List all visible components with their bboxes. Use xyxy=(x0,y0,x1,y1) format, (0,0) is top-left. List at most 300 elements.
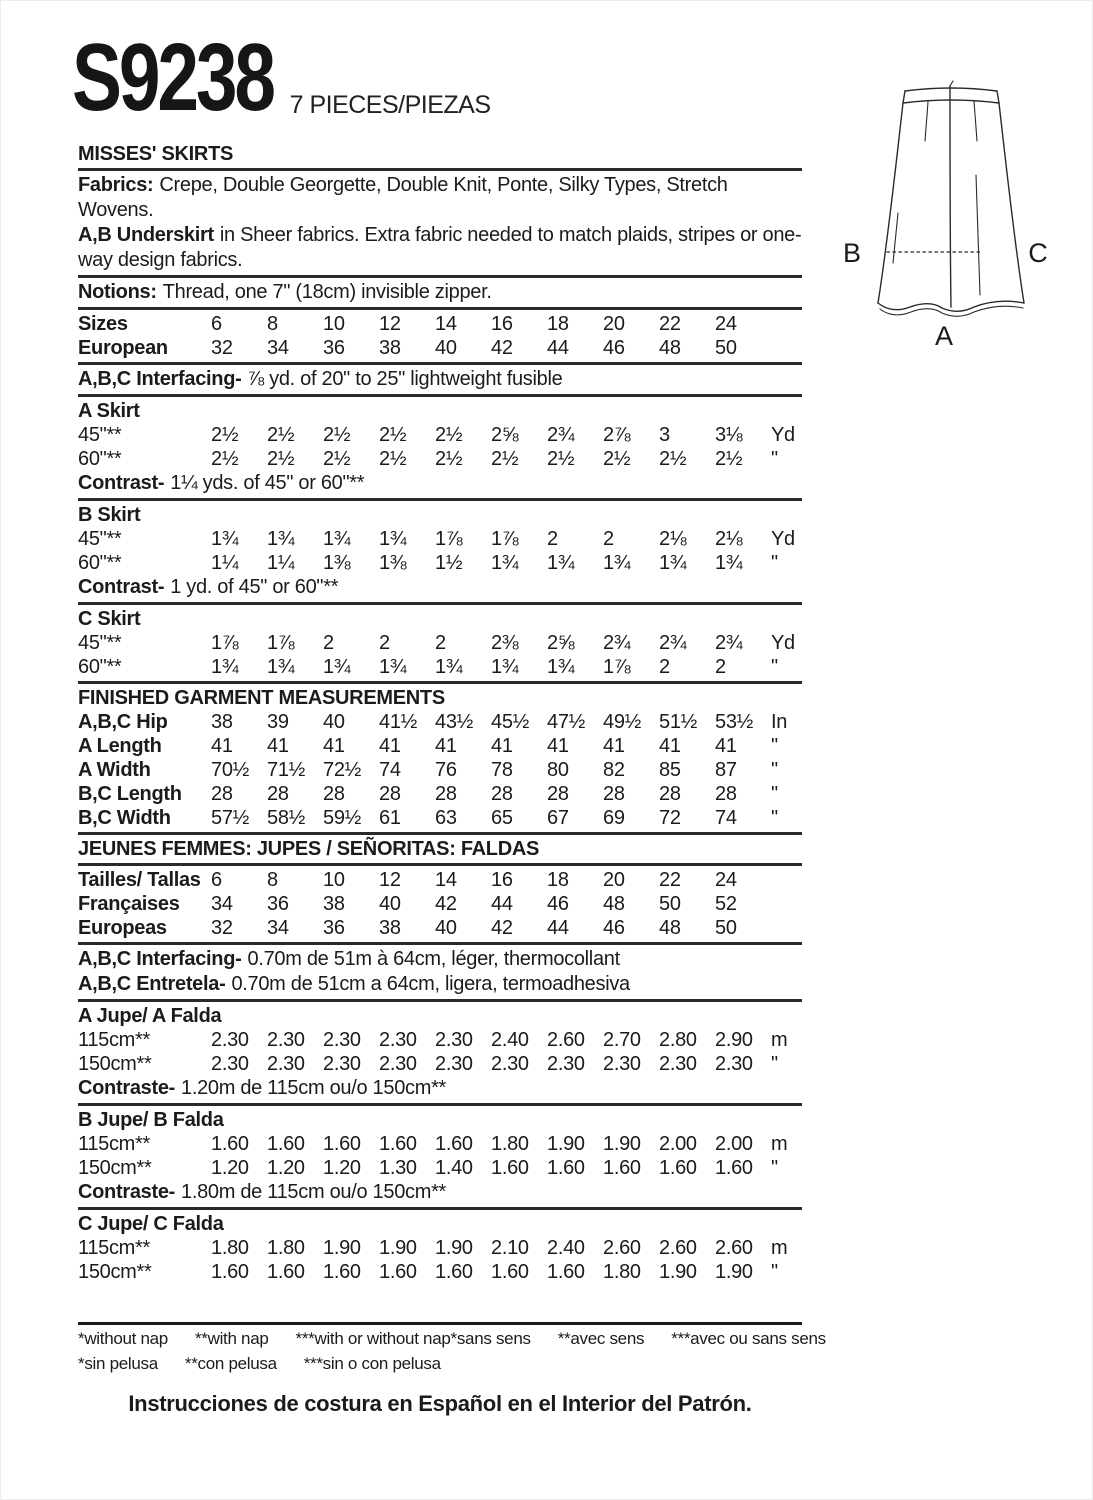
table-cell: 2.30 xyxy=(435,1053,473,1075)
table-cell: 14 xyxy=(435,869,457,891)
table-cell: 2.30 xyxy=(267,1053,305,1075)
entretela-text: 0.70m de 51cm a 64cm, ligera, termoadhesiva xyxy=(231,973,630,995)
table-cell: 41 xyxy=(715,735,737,757)
table-cell: 48 xyxy=(603,893,625,915)
table-cell: 34 xyxy=(267,917,289,939)
table-cell: 2.30 xyxy=(211,1029,249,1051)
row-label: 115cm** xyxy=(78,1029,151,1051)
table-cell: 6 xyxy=(211,869,222,891)
table-cell: 1.80 xyxy=(211,1237,249,1259)
unit-cell xyxy=(771,868,800,892)
table-cell: 78 xyxy=(491,759,513,781)
table-cell: 1⅜ xyxy=(323,552,351,574)
table-cell: 1.90 xyxy=(547,1133,585,1155)
table-cell: 42 xyxy=(491,917,513,939)
table-cell: 2½ xyxy=(603,448,631,470)
table-cell: 2.40 xyxy=(491,1029,529,1051)
table-cell: 1.20 xyxy=(323,1157,361,1179)
spacer xyxy=(78,1284,802,1320)
european-sizes-row xyxy=(78,336,802,360)
table-cell: 18 xyxy=(547,313,569,335)
left-side-seam xyxy=(878,103,903,303)
contrast-label: Contrast- xyxy=(78,472,165,494)
unit-cell xyxy=(771,916,800,940)
divider xyxy=(78,681,802,684)
table-cell: 10 xyxy=(323,313,345,335)
table-cell: 1¾ xyxy=(267,528,295,550)
table-cell: 1.80 xyxy=(267,1237,305,1259)
table-cell: 2½ xyxy=(267,424,295,446)
table-cell: 76 xyxy=(435,759,457,781)
table-cell: 1.60 xyxy=(547,1261,585,1283)
fabrics-line xyxy=(78,173,802,223)
table-cell: 2⅝ xyxy=(547,632,575,654)
row-label: A Width xyxy=(78,759,151,781)
table-cell: 2½ xyxy=(211,448,239,470)
table-cell: 1¾ xyxy=(659,552,687,574)
table-cell: 1.80 xyxy=(491,1133,529,1155)
table-cell: 2.30 xyxy=(659,1053,697,1075)
table-cell: 44 xyxy=(547,337,569,359)
table-cell: 2.30 xyxy=(435,1029,473,1051)
table-cell: 16 xyxy=(491,313,513,335)
table-cell: 46 xyxy=(603,917,625,939)
table-cell: 2.60 xyxy=(603,1237,641,1259)
table-cell: 28 xyxy=(211,783,233,805)
table-cell: 74 xyxy=(379,759,401,781)
table-cell: 85 xyxy=(659,759,681,781)
table-cell: 2 xyxy=(435,632,446,654)
table-cell: 41 xyxy=(267,735,289,757)
divider xyxy=(78,602,802,605)
table-cell: 1.60 xyxy=(379,1261,417,1283)
table-cell: 1¼ xyxy=(211,552,239,574)
table-cell: 42 xyxy=(435,893,457,915)
table-cell: 47½ xyxy=(547,711,586,733)
table-cell: 2½ xyxy=(211,424,239,446)
table-cell: 41 xyxy=(211,735,233,757)
a-contraste-line xyxy=(78,1076,802,1101)
table-cell: 1¾ xyxy=(491,552,519,574)
table-cell: 28 xyxy=(379,783,401,805)
table-cell: 50 xyxy=(715,337,737,359)
c-jupe-title: C Jupe/ C Falda xyxy=(78,1213,224,1235)
table-cell: 20 xyxy=(603,313,625,335)
a-contrast-line xyxy=(78,471,802,496)
table-cell: 1¾ xyxy=(435,656,463,678)
divider xyxy=(78,863,802,866)
table-cell: 61 xyxy=(379,807,401,829)
unit-cell: m xyxy=(771,1133,788,1155)
table-cell: 1¾ xyxy=(547,552,575,574)
table-cell: 2½ xyxy=(659,448,687,470)
table-cell: 32 xyxy=(211,917,233,939)
table-cell: 16 xyxy=(491,869,513,891)
table-cell: 2.40 xyxy=(547,1237,585,1259)
unit-cell: " xyxy=(771,1261,778,1283)
table-cell: 1⅞ xyxy=(435,528,463,550)
table-cell: 50 xyxy=(659,893,681,915)
b-contraste-line xyxy=(78,1180,802,1205)
row-label: Sizes xyxy=(78,313,128,335)
view-b-label: B xyxy=(842,238,862,268)
table-cell: 2.00 xyxy=(659,1133,697,1155)
table-cell: 2.30 xyxy=(715,1053,753,1075)
table-cell: 1¾ xyxy=(603,552,631,574)
table-cell: 48 xyxy=(659,337,681,359)
unit-cell: Yd xyxy=(771,424,795,446)
fabrics-text: Crepe, Double Georgette, Double Knit, Ponte, Silky Types, Stretch Wovens. xyxy=(78,174,728,221)
sizes-row xyxy=(78,312,802,336)
table-cell: 45½ xyxy=(491,711,530,733)
contrast-label: Contrast- xyxy=(78,576,165,598)
table-cell: 1⅞ xyxy=(211,632,239,654)
interfacing-label: A,B,C Interfacing- xyxy=(78,368,242,390)
row-label: 150cm** xyxy=(78,1053,152,1075)
yardage-row xyxy=(78,631,802,655)
table-cell: 1.20 xyxy=(211,1157,249,1179)
a-jupe-title: A Jupe/ A Falda xyxy=(78,1005,222,1027)
notions-label: Notions: xyxy=(78,281,157,303)
row-label: 115cm** xyxy=(78,1237,151,1259)
table-cell: 1.60 xyxy=(435,1133,473,1155)
b-contrast-line xyxy=(78,575,802,600)
table-cell: 2¾ xyxy=(715,632,743,654)
table-cell: 46 xyxy=(603,337,625,359)
divider xyxy=(78,1207,802,1210)
table-cell: 70½ xyxy=(211,759,250,781)
table-cell: 1.40 xyxy=(435,1157,473,1179)
footnote-divider xyxy=(78,1322,802,1325)
row-label: Tailles/ Tallas xyxy=(78,869,201,891)
footnote: ***sin o con pelusa xyxy=(303,1354,441,1373)
yardage-chart xyxy=(78,142,826,1417)
table-cell: 22 xyxy=(659,313,681,335)
metric-yardage-row xyxy=(78,1028,802,1052)
footnote-line-2 xyxy=(78,1352,802,1375)
table-cell: 52 xyxy=(715,893,737,915)
table-cell: 24 xyxy=(715,313,737,335)
divider xyxy=(78,999,802,1002)
contraste-text: 1.20m de 115cm ou/o 150cm** xyxy=(181,1077,447,1099)
pieces-count: 7 PIECES/PIEZAS xyxy=(289,91,491,119)
table-cell: 1¾ xyxy=(267,656,295,678)
metric-yardage-row xyxy=(78,1236,802,1260)
table-cell: 1.90 xyxy=(379,1237,417,1259)
table-cell: 44 xyxy=(491,893,513,915)
table-cell: 8 xyxy=(267,313,278,335)
table-cell: 28 xyxy=(267,783,289,805)
table-cell: 12 xyxy=(379,313,401,335)
divider xyxy=(78,1103,802,1106)
table-cell: 40 xyxy=(323,711,345,733)
table-cell: 50 xyxy=(715,917,737,939)
table-cell: 1¾ xyxy=(323,528,351,550)
footnote: *sans sens xyxy=(450,1329,531,1348)
entretela-line xyxy=(78,972,802,997)
table-cell: 1.60 xyxy=(435,1261,473,1283)
table-cell: 2.80 xyxy=(659,1029,697,1051)
footnotes-french xyxy=(451,1327,826,1350)
notions-line xyxy=(78,280,802,305)
row-label: Europeas xyxy=(78,917,167,939)
table-cell: 2.30 xyxy=(547,1053,585,1075)
unit-cell: " xyxy=(771,1053,778,1075)
measurement-row xyxy=(78,758,802,782)
table-cell: 1⅜ xyxy=(379,552,407,574)
row-label: 60"** xyxy=(78,656,122,678)
underskirt-label: A,B Underskirt xyxy=(78,224,214,246)
table-cell: 1¾ xyxy=(211,528,239,550)
sizes-row-intl xyxy=(78,868,802,892)
view-a-label: A xyxy=(934,321,954,351)
table-cell: 1¾ xyxy=(491,656,519,678)
table-cell: 41 xyxy=(491,735,513,757)
table-cell: 1.60 xyxy=(491,1261,529,1283)
table-cell: 41 xyxy=(603,735,625,757)
table-cell: 2.30 xyxy=(491,1053,529,1075)
table-cell: 1.60 xyxy=(603,1157,641,1179)
left-dart xyxy=(925,102,928,141)
table-cell: 2½ xyxy=(379,448,407,470)
table-cell: 28 xyxy=(547,783,569,805)
table-cell: 2 xyxy=(547,528,558,550)
unit-cell: " xyxy=(771,448,778,470)
contraste-label: Contraste- xyxy=(78,1077,176,1099)
c-skirt-title: C Skirt xyxy=(78,608,141,630)
table-cell: 2½ xyxy=(435,448,463,470)
table-cell: 46 xyxy=(547,893,569,915)
unit-cell: " xyxy=(771,735,778,757)
metric-yardage-row xyxy=(78,1260,802,1284)
row-label: 150cm** xyxy=(78,1261,152,1283)
table-cell: 2 xyxy=(379,632,390,654)
table-cell: 6 xyxy=(211,313,222,335)
table-cell: 39 xyxy=(267,711,289,733)
table-cell: 1¾ xyxy=(323,656,351,678)
table-cell: 2½ xyxy=(323,424,351,446)
table-cell: 1.60 xyxy=(323,1261,361,1283)
table-cell: 51½ xyxy=(659,711,698,733)
row-label: 45"** xyxy=(78,632,122,654)
b-skirt-title: B Skirt xyxy=(78,504,141,526)
table-cell: 28 xyxy=(491,783,513,805)
table-cell: 2¾ xyxy=(603,632,631,654)
row-label: B,C Width xyxy=(78,807,171,829)
contraste-label: Contraste- xyxy=(78,1181,176,1203)
table-cell: 1⅞ xyxy=(267,632,295,654)
unit-cell: " xyxy=(771,807,778,829)
table-cell: 57½ xyxy=(211,807,250,829)
table-cell: 1.60 xyxy=(267,1133,305,1155)
table-cell: 1.90 xyxy=(603,1133,641,1155)
table-cell: 2⅞ xyxy=(603,424,631,446)
entretela-label: A,B,C Entretela- xyxy=(78,973,226,995)
unit-cell: m xyxy=(771,1029,788,1051)
row-label: A,B,C Hip xyxy=(78,711,168,733)
underskirt-text: in Sheer fabrics. Extra fabric needed to match plaids, stripes or one-way design fabrics. xyxy=(78,224,802,271)
table-cell: 38 xyxy=(379,917,401,939)
center-seam xyxy=(950,86,951,307)
table-cell: 14 xyxy=(435,313,457,335)
table-cell: 2¾ xyxy=(547,424,575,446)
table-cell: 1½ xyxy=(435,552,463,574)
table-cell: 20 xyxy=(603,869,625,891)
table-cell: 1¾ xyxy=(211,656,239,678)
table-cell: 28 xyxy=(603,783,625,805)
table-cell: 34 xyxy=(211,893,233,915)
table-cell: 1.20 xyxy=(267,1157,305,1179)
table-cell: 80 xyxy=(547,759,569,781)
interfacing-line xyxy=(78,367,802,392)
table-cell: 87 xyxy=(715,759,737,781)
contrast-text: 1¼ yds. of 45" or 60"** xyxy=(170,472,365,494)
table-cell: 2 xyxy=(323,632,334,654)
table-cell: 41½ xyxy=(379,711,418,733)
finished-measurements-title: FINISHED GARMENT MEASUREMENTS xyxy=(78,687,445,709)
table-cell: 2½ xyxy=(491,448,519,470)
table-cell: 67 xyxy=(547,807,569,829)
unit-cell: " xyxy=(771,1157,778,1179)
footnotes-spanish xyxy=(78,1352,441,1375)
table-cell: 2.60 xyxy=(715,1237,753,1259)
table-cell: 2⅝ xyxy=(491,424,519,446)
waistband-top xyxy=(905,88,997,91)
table-cell: 1¼ xyxy=(267,552,295,574)
unit-cell: " xyxy=(771,552,778,574)
divider xyxy=(78,498,802,501)
table-cell: 1¾ xyxy=(715,552,743,574)
french-sizes-row xyxy=(78,892,802,916)
right-panel-seam xyxy=(976,175,980,295)
table-cell: 72½ xyxy=(323,759,362,781)
table-cell: 2.30 xyxy=(323,1029,361,1051)
table-cell: 2.30 xyxy=(379,1029,417,1051)
table-cell: 36 xyxy=(267,893,289,915)
intl-section-title: JEUNES FEMMES: JUPES / SEÑORITAS: FALDAS xyxy=(78,838,540,860)
table-cell: 1.80 xyxy=(603,1261,641,1283)
divider xyxy=(78,362,802,365)
table-cell: 69 xyxy=(603,807,625,829)
left-panel-seam xyxy=(893,213,898,263)
table-cell: 2⅛ xyxy=(715,528,743,550)
unit-cell: In xyxy=(771,711,788,733)
right-dart xyxy=(974,101,977,141)
table-cell: 18 xyxy=(547,869,569,891)
row-label: 45"** xyxy=(78,528,122,550)
yardage-row xyxy=(78,527,802,551)
table-cell: 1.60 xyxy=(211,1261,249,1283)
measurement-row xyxy=(78,710,802,734)
yardage-row xyxy=(78,423,802,447)
table-cell: 40 xyxy=(435,337,457,359)
table-cell: 1.60 xyxy=(211,1133,249,1155)
table-cell: 2 xyxy=(715,656,726,678)
divider xyxy=(78,832,802,835)
divider xyxy=(78,168,802,171)
table-cell: 2.90 xyxy=(715,1029,753,1051)
table-cell: 28 xyxy=(659,783,681,805)
table-cell: 34 xyxy=(267,337,289,359)
table-cell: 2.60 xyxy=(547,1029,585,1051)
fabrics-label: Fabrics: xyxy=(78,174,154,196)
table-cell: 1.90 xyxy=(715,1261,753,1283)
measurement-row xyxy=(78,734,802,758)
table-cell: 36 xyxy=(323,337,345,359)
table-cell: 53½ xyxy=(715,711,754,733)
footnotes-english xyxy=(78,1327,451,1350)
table-cell: 1.60 xyxy=(547,1157,585,1179)
table-cell: 1.30 xyxy=(379,1157,417,1179)
table-cell: 41 xyxy=(659,735,681,757)
yardage-row xyxy=(78,551,802,575)
table-cell: 63 xyxy=(435,807,457,829)
unit-cell: m xyxy=(771,1237,788,1259)
table-cell: 1.60 xyxy=(379,1133,417,1155)
contraste-text: 1.80m de 115cm ou/o 150cm** xyxy=(181,1181,447,1203)
divider xyxy=(78,275,802,278)
measurement-row xyxy=(78,782,802,806)
table-cell: 41 xyxy=(435,735,457,757)
table-cell: 41 xyxy=(379,735,401,757)
table-cell: 82 xyxy=(603,759,625,781)
measurement-row xyxy=(78,806,802,830)
a-skirt-title: A Skirt xyxy=(78,400,140,422)
view-c-label: C xyxy=(1028,238,1048,268)
waistband-bottom xyxy=(903,100,999,103)
table-cell: 38 xyxy=(323,893,345,915)
table-cell: 28 xyxy=(323,783,345,805)
unit-cell xyxy=(771,336,800,360)
table-cell: 12 xyxy=(379,869,401,891)
table-cell: 71½ xyxy=(267,759,306,781)
table-cell: 2½ xyxy=(715,448,743,470)
pattern-number: S9238 xyxy=(72,24,273,131)
row-label: 45"** xyxy=(78,424,122,446)
table-cell: 40 xyxy=(435,917,457,939)
b-jupe-title: B Jupe/ B Falda xyxy=(78,1109,224,1131)
table-cell: 2.10 xyxy=(491,1237,529,1259)
row-label: Françaises xyxy=(78,893,180,915)
table-cell: 2.60 xyxy=(659,1237,697,1259)
table-cell: 2½ xyxy=(547,448,575,470)
interfacing-fr-line xyxy=(78,947,802,972)
table-cell: 74 xyxy=(715,807,737,829)
row-label: A Length xyxy=(78,735,162,757)
table-cell: 1⅞ xyxy=(603,656,631,678)
table-cell: 2.30 xyxy=(379,1053,417,1075)
table-cell: 2½ xyxy=(267,448,295,470)
table-cell: 58½ xyxy=(267,807,306,829)
table-cell: 1.90 xyxy=(323,1237,361,1259)
row-label: European xyxy=(78,337,168,359)
table-cell: 2.00 xyxy=(715,1133,753,1155)
table-cell: 2¾ xyxy=(659,632,687,654)
table-cell: 41 xyxy=(547,735,569,757)
table-cell: 36 xyxy=(323,917,345,939)
table-cell: 42 xyxy=(491,337,513,359)
table-cell: 1.60 xyxy=(323,1133,361,1155)
table-cell: 22 xyxy=(659,869,681,891)
unit-cell: Yd xyxy=(771,632,795,654)
table-cell: 32 xyxy=(211,337,233,359)
table-cell: 38 xyxy=(211,711,233,733)
divider xyxy=(78,307,802,310)
interfacing-fr-label: A,B,C Interfacing- xyxy=(78,948,242,970)
table-cell: 28 xyxy=(435,783,457,805)
footnote: *without nap xyxy=(78,1329,168,1348)
table-cell: 8 xyxy=(267,869,278,891)
